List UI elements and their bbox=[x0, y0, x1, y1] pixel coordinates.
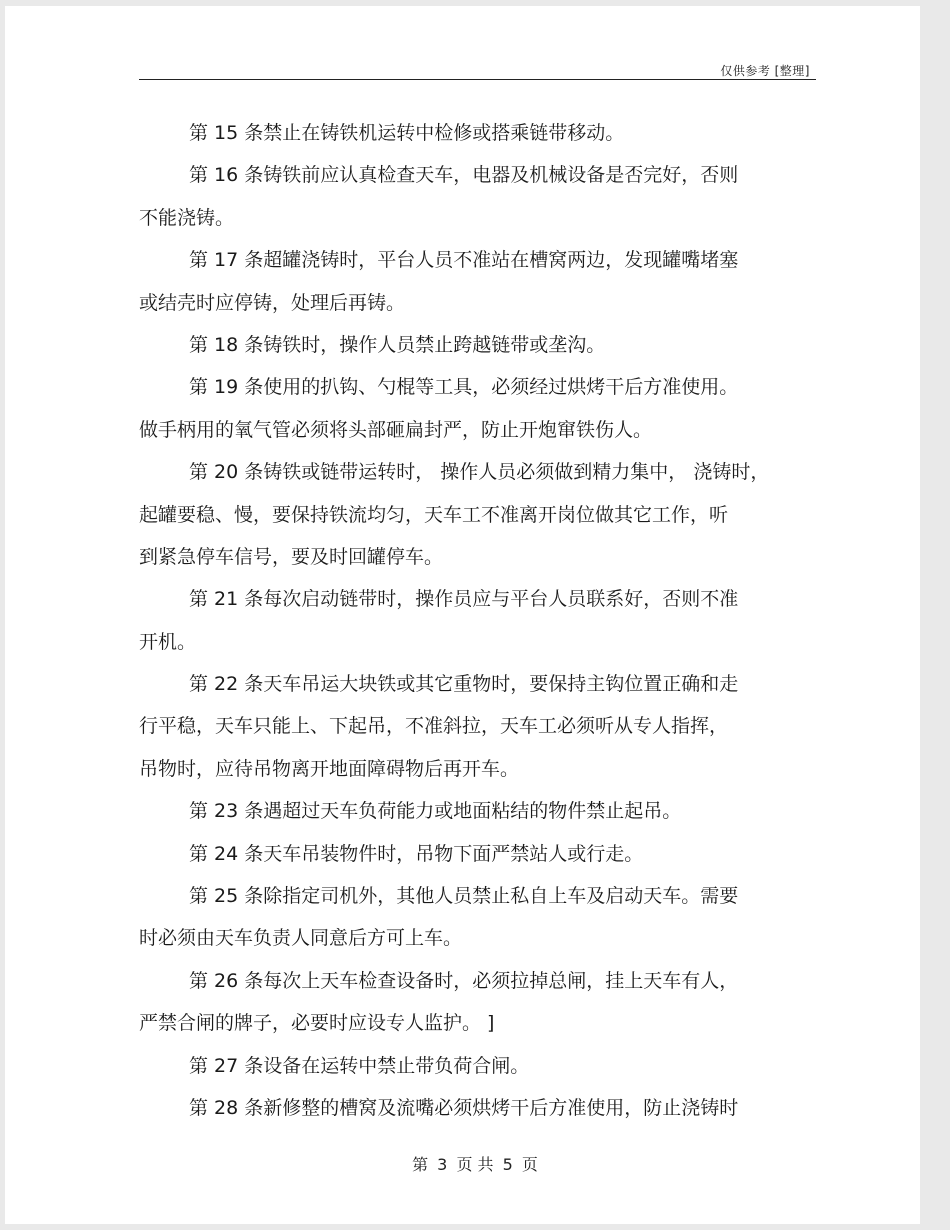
body-line: 严禁合闸的牌子，必要时应设专人监护。 ] bbox=[139, 1012, 495, 1035]
body-line: 第 28 条新修整的槽窝及流嘴必须烘烤干后方准使用，防止浇铸时 bbox=[189, 1096, 739, 1119]
body-line: 吊物时，应待吊物离开地面障碍物后再开车。 bbox=[139, 757, 520, 780]
body-line: 第 20 条铸铁或链带运转时， 操作人员必须做到精力集中， 浇铸时， bbox=[189, 461, 770, 484]
body-line: 第 24 条天车吊装物件时，吊物下面严禁站人或行走。 bbox=[189, 842, 644, 865]
body-line: 第 22 条天车吊运大块铁或其它重物时，要保持主钩位置正确和走 bbox=[189, 673, 739, 696]
header-label: 仅供参考 [整理] bbox=[720, 64, 810, 78]
footer-page-number: 3 bbox=[437, 1155, 448, 1174]
footer-prefix: 第 bbox=[412, 1155, 429, 1174]
document-page bbox=[5, 6, 920, 1224]
body-line: 第 17 条超罐浇铸时，平台人员不准站在槽窝两边，发现罐嘴堵塞 bbox=[189, 249, 739, 272]
page-footer bbox=[0, 1152, 950, 1175]
body-line: 第 23 条遇超过天车负荷能力或地面粘结的物件禁止起吊。 bbox=[189, 800, 682, 823]
footer-total-pages: 5 bbox=[502, 1155, 513, 1174]
body-line: 开机。 bbox=[139, 630, 197, 653]
body-line: 第 19 条使用的扒钩、勺棍等工具，必须经过烘烤干后方准使用。 bbox=[189, 376, 739, 399]
body-line: 时必须由天车负责人同意后方可上车。 bbox=[139, 927, 463, 950]
body-line: 到紧急停车信号，要及时回罐停车。 bbox=[139, 545, 444, 568]
body-line: 或结壳时应停铸，处理后再铸。 bbox=[139, 291, 406, 314]
body-line: 第 26 条每次上天车检查设备时，必须拉掉总闸，挂上天车有人， bbox=[189, 969, 739, 992]
body-line: 行平稳，天车只能上、下起吊，不准斜拉，天车工必须听从专人指挥， bbox=[139, 715, 729, 738]
body-line: 做手柄用的氧气管必须将头部砸扁封严，防止开炮窜铁伤人。 bbox=[139, 418, 653, 441]
body-line: 第 21 条每次启动链带时，操作员应与平台人员联系好，否则不准 bbox=[189, 588, 739, 611]
body-line: 起罐要稳、慢，要保持铁流均匀，天车工不准离开岗位做其它工作，听 bbox=[139, 503, 729, 526]
body-line: 第 27 条设备在运转中禁止带负荷合闸。 bbox=[189, 1054, 530, 1077]
body-line: 第 25 条除指定司机外，其他人员禁止私自上车及启动天车。需要 bbox=[189, 885, 739, 908]
footer-middle: 页 共 bbox=[456, 1155, 494, 1174]
body-line: 第 18 条铸铁时，操作人员禁止跨越链带或垄沟。 bbox=[189, 333, 606, 356]
body-line: 第 16 条铸铁前应认真检查天车，电器及机械设备是否完好，否则 bbox=[189, 164, 739, 187]
body-line: 不能浇铸。 bbox=[139, 206, 235, 229]
footer-suffix: 页 bbox=[521, 1155, 538, 1174]
header-rule bbox=[139, 79, 816, 80]
body-line: 第 15 条禁止在铸铁机运转中检修或搭乘链带移动。 bbox=[189, 122, 625, 144]
body-text bbox=[139, 112, 819, 1129]
